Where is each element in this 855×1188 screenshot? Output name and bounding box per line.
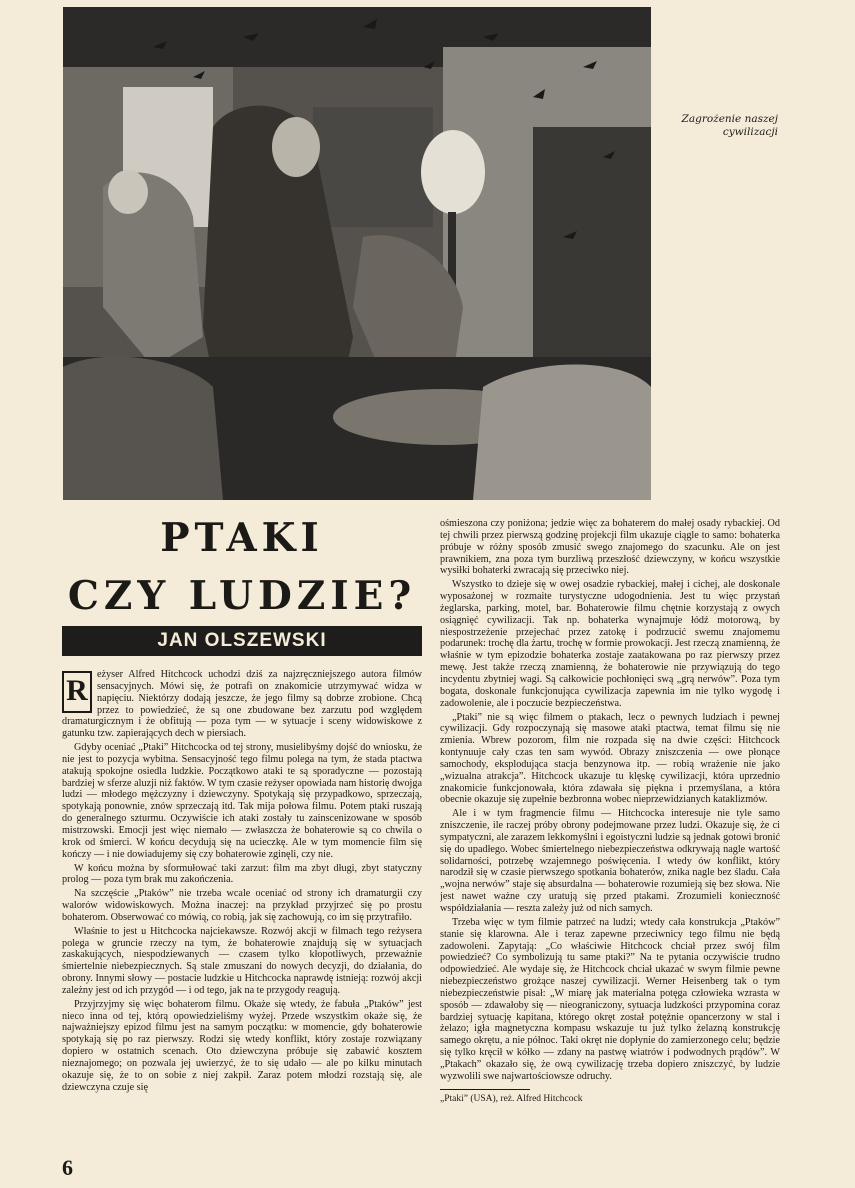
divider	[440, 1089, 530, 1090]
paragraph: „Ptaki” nie są więc filmem o ptakach, lecz o pewnych ludziach i pewnej cywilizacji. Gdy rozpoczynają się masowe ataki ptactwa, temat filmu się nie zmienia. Wbrew pozorom, film nie rozpada się na dwie części: Hitchcock kontynuuje cały czas ten sam wywód. Obrazy zniszczenia — owe płonące samochody, eksplodująca stacja benzynowa itp. — robią wrażenie nie jako „wizualna atrakcja”. Hitchcock ukazuje tu klęskę cywilizacji, która uprzednio znakomicie funkcjonowała, która zdawała się piękna i przemyślana, a która obecnie okazuje się zupełnie bezbronna wobec nieprzewidzianych kataklizmów.	[440, 711, 780, 806]
paragraph	[62, 669, 422, 740]
paragraph: ośmieszona czy poniżona; jedzie więc za bohaterem do małej osady rybackiej. Od tej chwili przez pierwszą godzinę projekcji film ukazuje ciągle to samo: bohaterka próbuje w różny sposób zmusić swego znajomego do szacunku. Ale on jest prawnikiem, zna poza tym burzliwą przeszłość dziewczyny, w końcu wszystkie wysiłki bohaterki zwracają się przeciwko niej.	[440, 518, 780, 577]
paragraph: Gdyby oceniać „Ptaki” Hitchcocka od tej strony, musielibyśmy dojść do wniosku, że nie jest to pozycja wybitna. Sensacyjność tego filmu polega na tym, że stada ptactwa atakują spokojne osiedla ludzkie. Początkowo ataki te są sporadyczne — pozostają bardziej w sferze aluzji niż faktów. W tym czasie reżyser opowiada nam historię dwojga ludzi — młodego mężczyzny i dziewczyny. Spotykają się przypadkowo, sprzeczają, spotykają ponownie, znów sprzeczają itd. Tak mija połowa filmu. Potem ptaki ruszają do generalnego szturmu. Oczywiście ich ataki zostały tu zainscenizowane w sposób mistrzowski. Emocji jest więc niemało — zwłaszcza że bohaterowie są co chwila o krok od śmierci. W końcu decydują się na ucieczkę. Ale w tym momencie film się kończy — i nie dowiadujemy się czy bohaterowie zginęli, czy nie.	[62, 742, 422, 860]
paragraph: Na szczęście „Ptaków” nie trzeba wcale oceniać od strony ich dramaturgii czy walorów widowiskowych. Można inaczej: na przykład przyjrzeć się po prostu bohaterom. Obserwować co mówią, co robią, jak się zachowują, co im się przytrafiło.	[62, 888, 422, 923]
article-title	[62, 516, 422, 618]
left-column	[62, 669, 422, 1149]
paragraph-text: eżyser Alfred Hitchcock uchodzi dziś za najzręczniejszego autora filmów sensacyjnych. Mówi się, że potrafi on znakomicie utrzymywać widza w napięciu. Niektórzy dodają jeszcze, że jego filmy są dobrze zrobione. Chcą przez to powiedzieć, że są one zbudowane bez zarzutu pod względem dramaturgicznym i że obfitują — poza tym — w sytuacje i sceny widowiskowe z gatunku tzw. zapierających dech w piersiach.	[62, 669, 422, 740]
paragraph: Właśnie to jest u Hitchcocka najciekawsze. Rozwój akcji w filmach tego reżysera polega w gruncie rzeczy na tym, że bohaterowie znajdują się w sytuacjach zaskakujących, niespodziewanych — czasem tylko kłopotliwych, przeważnie śmiertelnie niebezpiecznych. Są stale zmuszani do nowych decyzji, do działania, do obrony. Innymi słowy — postacie ludzkie u Hitchcocka naprawdę istnieją: rozwój akcji zależny jest od ich przygód — i od tego, jak na te przygody reagują.	[62, 925, 422, 996]
caption-line-2: cywilizacji	[722, 125, 778, 138]
paragraph: W końcu można by sformułować taki zarzut: film ma zbyt długi, zbyt statyczny prolog — poza tym brak mu zakończenia.	[62, 862, 422, 886]
drop-cap: R	[62, 671, 92, 713]
page-number: 6	[62, 1155, 73, 1180]
paragraph: Przyjrzyjmy się więc bohaterom filmu. Okaże się wtedy, że fabuła „Ptaków” jest nieco inna od tej, którą opowiedzieliśmy wyżej. Przede wszystkim okaże się, że najważniejszy epizod filmu jest na samym początku: w momencie, gdy bohaterowie spotykają się po raz pierwszy. Rodzi się wtedy konflikt, który zostaje rozwiązany dopiero w ostatnich scenach. Oto dziewczyna próbuje się zabawić kosztem nieznajomego; on pozwala jej uwierzyć, że to się udało — ale po kilku minutach okazuje się, że to on sobie z niej zakpił. Zaraz potem młodzi rozstają się, ale dziewczyna czuje się	[62, 998, 422, 1093]
title-line-1: PTAKI	[160, 515, 324, 561]
right-column	[440, 518, 780, 1162]
caption-line-1: Zagrożenie naszej	[681, 113, 778, 125]
paragraph: Ale i w tym fragmencie filmu — Hitchcocka interesuje nie tyle samo zniszczenie, ile raczej próby obrony podejmowane przez ludzi. Okazuje się, że ci sympatyczni, ale zarazem lekkomyślni i egoistyczni ludzie są jednak gotowi bronić się do upadłego. Wobec śmiertelnego niebezpieczeństwa odkrywają nagle wartość solidarności, potrzebę wzajemnego poświęcenia. I wtedy ów konflikt, który narodził się w czasie pierwszego spotkania bohaterów, znika nagle bez śladu. Cała „wojna nerwów” staje się absurdalna — bohaterowie rozumieją się bez słowa. Nie jest nawet ważne czy uratują się przed ptakami. Zrozumieli konieczność współdziałania — reszta zależy już od nich samych.	[440, 808, 780, 914]
film-still-photo-icon	[63, 7, 651, 500]
photo-caption	[672, 113, 778, 138]
film-credit: „Ptaki” (USA), reż. Alfred Hitchcock	[440, 1093, 583, 1104]
author-banner: JAN OLSZEWSKI	[62, 626, 422, 656]
film-still-photo	[63, 7, 651, 500]
paragraph: Trzeba więc w tym filmie patrzeć na ludzi; wtedy cała konstrukcja „Ptaków” stanie się klarowna. Ale i teraz zapewne przeciwnicy tego filmu nie będą zadowoleni. Zapytają: „Co właściwie Hitchcock chciał przez swój film powiedzieć? Co symbolizują tu same ptaki?” Na te pytania oczywiście trudno odpowiedzieć. Ale wydaje się, że Hitchcock chciał ukazać w swym filmie pewne niebezpieczeństwo grożące naszej cywilizacji. Werner Heisenberg tak o tym niebezpieczeństwie pisał: „W miarę jak materialna potęga człowieka wzrasta w sposób — zdawałoby się — nieograniczony, sytuacja ludzkości przypomina coraz bardziej sytuację kapitana, którego okręt został potężnie opancerzony w stal i żelazo; igła magnetyczna kompasu wskazuje tu już tylko żelazną konstrukcję samego okrętu, a nie północ. Taki okręt nie dopłynie do zamierzonego celu; będzie się tylko kręcił w kółko — zdany na pastwę wiatrów i podwodnych prądów”. W „Ptakach” okazało się, że ową cywilizację trzeba dopiero zniszczyć, by ludzie wyzwolili swe najwartościowsze odruchy.	[440, 916, 780, 1082]
title-line-2: CZY LUDZIE?	[67, 573, 417, 619]
paragraph: Wszystko to dzieje się w owej osadzie rybackiej, małej i cichej, ale doskonale wyposażonej w rozmaite turystyczne udogodnienia. Jest tu więc przystań żeglarska, parking, motel, bar. Bohaterowie filmu chętnie korzystają z owych osiągnięć cywilizacji. Tak np. bohaterka wynajmuje łódź motorową, by niespostrzeżenie przejechać przez zatokę i podrzucić swemu znajomemu podarunek: trochę dla żartu, trochę w formie prowokacji. Jest rzeczą znamienną, że właśnie w tym epizodzie bohaterka zostaje zaatakowana po raz pierwszy przez mewę. Jest także rzeczą znamienną, że bohaterowie nie przywiązują do tego incydentu zbytniej wagi. Są całkowicie pochłonięci swą „grą nerwów”. Poza tym bogata, doskonale funkcjonująca cywilizacja zapewnia im nie tylko wygodę i zadowolenie, ale i poczucie bezpieczeństwa.	[440, 579, 780, 709]
